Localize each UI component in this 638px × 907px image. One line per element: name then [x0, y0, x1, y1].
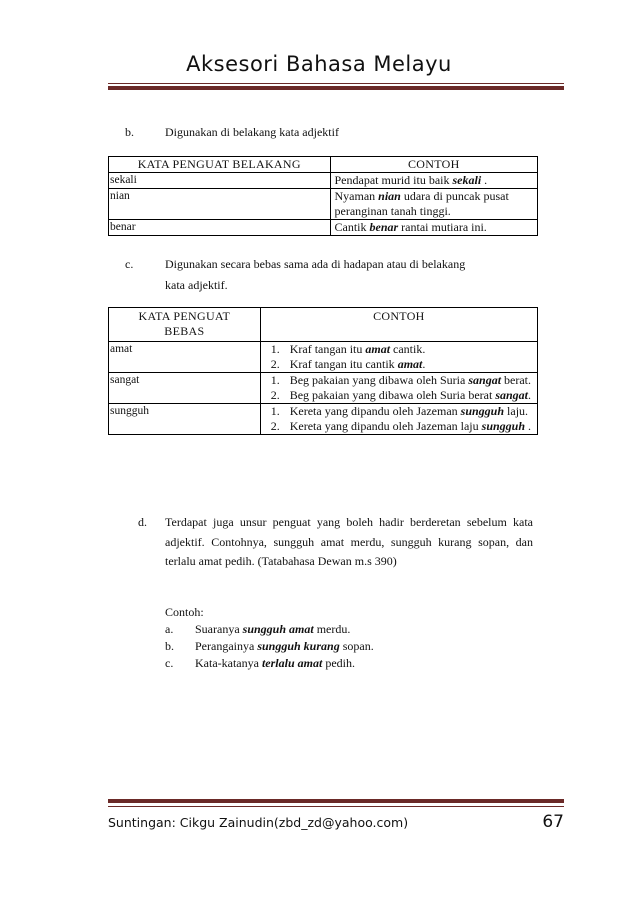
- example-sentence: Perangainya sungguh kurang sopan.: [195, 639, 374, 653]
- footer-rule-thick: [108, 799, 564, 803]
- table-header-row: [109, 157, 538, 173]
- example-item: 2. Kraf tangan itu cantik amat.: [270, 357, 426, 371]
- emphasised-word: sungguh: [460, 404, 505, 418]
- footer-credit: Suntingan: Cikgu Zainudin(zbd_zd@yahoo.com): [108, 815, 409, 830]
- header-rule-thick: [108, 86, 564, 90]
- table-row: [109, 342, 538, 373]
- section-b-text: Digunakan di belakang kata adjektif: [165, 125, 339, 139]
- example-item: 1. Kraf tangan itu amat cantik.: [270, 342, 426, 356]
- example-text: Nyaman nian udara di puncak pusat peranginan tanah tinggi.: [334, 189, 509, 218]
- section-d-examples: [165, 604, 374, 672]
- emphasised-word: sungguh: [481, 419, 526, 433]
- emphasised-word: amat: [397, 357, 423, 371]
- example-sentence: Kata-katanya terlalu amat pedih.: [195, 656, 355, 670]
- footer-rule-thin: [108, 806, 564, 807]
- table-row: [109, 404, 538, 435]
- table-cell-example: [330, 220, 538, 236]
- emphasised-word: benar: [369, 220, 399, 234]
- example-item: 1. Kereta yang dipandu oleh Jazeman sungguh laju.: [270, 404, 529, 418]
- emphasised-word: terlalu amat: [261, 656, 323, 670]
- table-row: [109, 189, 538, 220]
- example-text: Kereta yang dipandu oleh Jazeman sungguh laju.: [289, 404, 529, 418]
- list-item: [165, 638, 374, 655]
- table-cell-example: [330, 173, 538, 189]
- example-text: Beg pakaian yang dibawa oleh Suria sangat berat.: [289, 373, 532, 387]
- example-list: [271, 342, 533, 372]
- example-list: [271, 373, 533, 403]
- example-text: Pendapat murid itu baik sekali .: [334, 173, 488, 187]
- table-kata-penguat-belakang: [108, 156, 538, 236]
- table-cell-example: [330, 189, 538, 220]
- example-letter: a.: [165, 622, 174, 636]
- table-cell-word: benar: [109, 220, 331, 236]
- section-c-text-line1: Digunakan secara bebas sama ada di hadapan atau di belakang: [165, 257, 466, 271]
- page-header-title: Aksesori Bahasa Melayu: [186, 52, 452, 76]
- emphasised-word: sangat: [495, 388, 528, 402]
- table-row: [109, 220, 538, 236]
- example-text: Kraf tangan itu amat cantik.: [289, 342, 426, 356]
- emphasised-word: sungguh amat: [242, 622, 314, 636]
- table-cell-word: sekali: [109, 173, 331, 189]
- example-sentence: Suaranya sungguh amat merdu.: [195, 622, 351, 636]
- example-text: Kereta yang dipandu oleh Jazeman laju sungguh .: [289, 419, 532, 433]
- table-cell-word: amat: [109, 342, 261, 373]
- column-header-contoh: CONTOH: [260, 308, 537, 342]
- emphasised-word: sekali: [452, 173, 482, 187]
- emphasised-word: sangat: [468, 373, 502, 387]
- page-number: 67: [542, 812, 564, 832]
- emphasised-word: sungguh kurang: [257, 639, 340, 653]
- example-list: [271, 404, 533, 434]
- example-text: Beg pakaian yang dibawa oleh Suria berat sangat.: [289, 388, 531, 402]
- examples-title: Contoh:: [165, 605, 204, 619]
- section-c-marker: c.: [125, 257, 134, 271]
- table-header-row: [109, 308, 538, 342]
- table-kata-penguat-bebas: [108, 307, 538, 435]
- example-letter: b.: [165, 639, 174, 653]
- example-item: 2. Kereta yang dipandu oleh Jazeman laju sungguh .: [270, 419, 532, 433]
- list-item: [165, 621, 351, 638]
- table-cell-example: [260, 342, 537, 373]
- example-text: Kraf tangan itu cantik amat.: [289, 357, 426, 371]
- example-item: 1. Beg pakaian yang dibawa oleh Suria sangat berat.: [270, 373, 532, 387]
- example-text: Cantik benar rantai mutiara ini.: [334, 220, 487, 234]
- column-header-contoh: CONTOH: [330, 157, 538, 173]
- section-b-intro: [125, 122, 545, 142]
- table-row: [109, 373, 538, 404]
- table-cell-word: nian: [109, 189, 331, 220]
- section-b-marker: b.: [125, 125, 134, 139]
- column-header-kata-penguat: KATA PENGUAT BELAKANG: [109, 157, 331, 173]
- header-rule-thin: [108, 83, 564, 84]
- section-d-text: Terdapat juga unsur penguat yang boleh hadir berderetan sebelum kata adjektif. Contohnya, sungguh amat merdu, sungguh kurang sopan, dan terlalu amat pedih. (Tatabahasa Dewan m.s 390): [165, 515, 533, 568]
- example-letter: c.: [165, 656, 174, 670]
- list-item: [165, 655, 355, 672]
- section-d-marker: d.: [138, 515, 147, 529]
- column-header-kata-penguat: KATA PENGUAT BEBAS: [109, 308, 261, 342]
- table-cell-example: [260, 404, 537, 435]
- section-c-intro: [125, 254, 545, 296]
- emphasised-word: nian: [378, 189, 401, 203]
- table-row: [109, 173, 538, 189]
- example-item: 2. Beg pakaian yang dibawa oleh Suria berat sangat.: [270, 388, 531, 402]
- table-cell-example: [260, 373, 537, 404]
- emphasised-word: amat: [365, 342, 391, 356]
- section-c-text-line2: kata adjektif.: [165, 278, 228, 292]
- table-cell-word: sangat: [109, 373, 261, 404]
- table-cell-word: sungguh: [109, 404, 261, 435]
- section-d-paragraph: [138, 513, 533, 572]
